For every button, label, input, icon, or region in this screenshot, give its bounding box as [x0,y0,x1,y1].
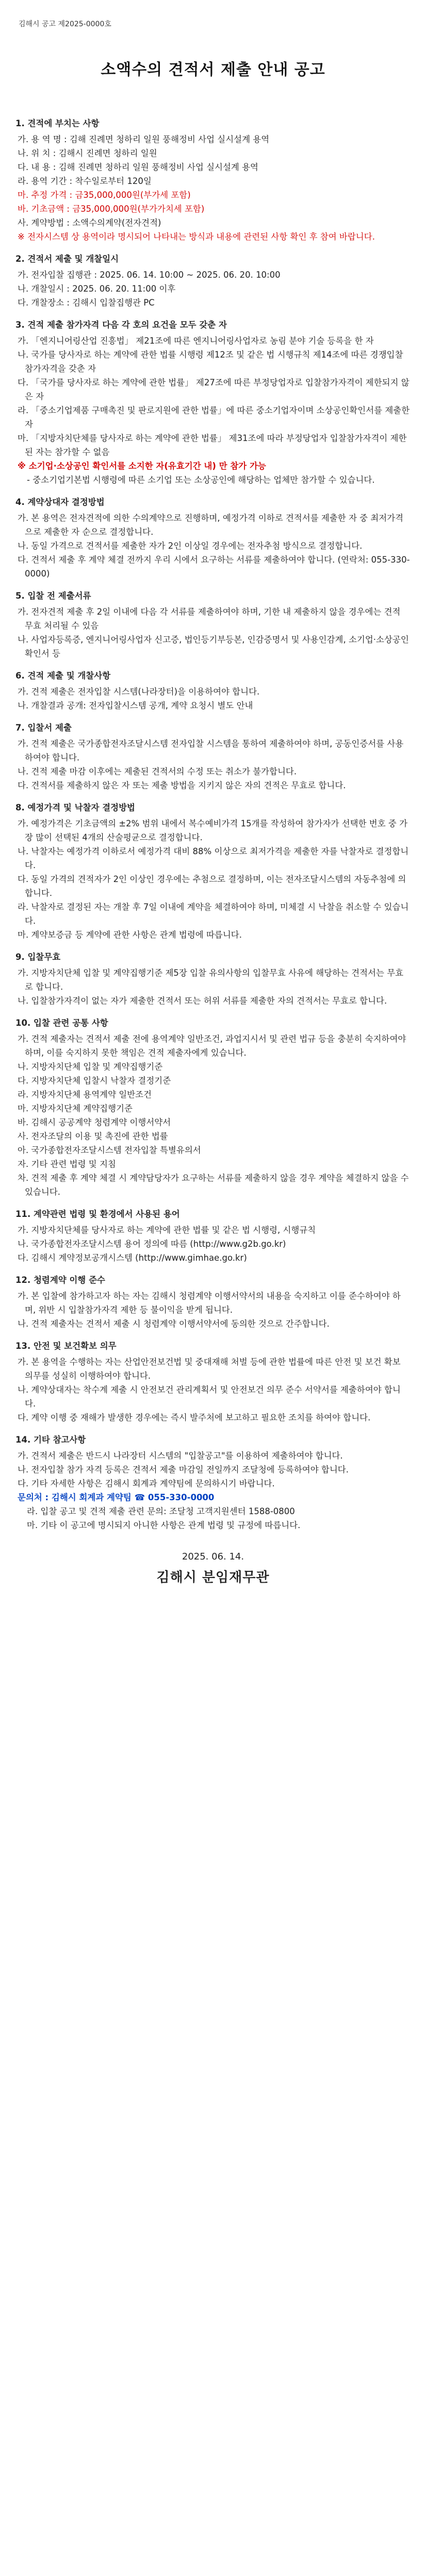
section-line: 다. 지방자치단체 입찰시 낙찰자 결정기준 [18,1076,171,1086]
notice-number: 김해시 공고 제2025-0000호 [19,20,111,28]
section-line: 마. 추정 가격 : 금35,000,000원(부가세 포함) [18,190,191,200]
section-line: 자. 기타 관련 법령 및 지침 [18,1159,116,1169]
notice-section [15,318,411,487]
section-line: 가. 전자견적 제출 후 2일 이내에 다음 각 서류를 제출하여야 하며, 기한 내 제출하지 않을 경우에는 견적 무효 처리될 수 있음 [18,607,401,631]
section-line: 가. 견적 제출은 전자입찰 시스템(나라장터)을 이용하여야 합니다. [18,687,260,697]
section-heading: 4. 계약상대자 결정방법 [15,497,105,507]
section-line: 마. 기타 이 공고에 명시되지 아니한 사항은 관계 법령 및 규정에 따릅니다. [27,1520,301,1530]
section-heading: 13. 안전 및 보건확보 의무 [15,1341,117,1351]
section-line: 나. 지방자치단체 입찰 및 계약집행기준 [18,1062,163,1072]
section-line: 다. 내 용 : 김해 진례면 청하리 일원 풍해정비 사업 실시설계 용역 [18,162,258,172]
section-line: 나. 계약상대자는 착수계 제출 시 안전보건 관리계획서 및 안전보건 의무 준수 서약서를 제출하여야 합니다. [18,1385,401,1409]
section-line: 나. 개찰결과 공개: 전자입찰시스템 공개, 계약 요청시 별도 안내 [18,701,253,710]
notice-section [15,589,411,660]
section-line: 나. 동일 가격으로 견적서를 제출한 자가 2인 이상일 경우에는 전자추첨 방식으로 결정합니다. [18,541,363,551]
section-line: 가. 본 입찰에 참가하고자 하는 자는 김해시 청렴계약 이행서약서의 내용을 숙지하고 이를 준수하여야 하며, 위반 시 입찰참가자격 제한 등 불이익을 받게 됩니다. [18,1291,401,1315]
section-heading: 8. 예정가격 및 낙찰자 결정방법 [15,803,135,812]
notice-section [15,1207,411,1265]
section-line: 나. 국가종합전자조달시스템 용어 정의에 따름 (http://www.g2b.go.kr) [18,1239,286,1249]
section-line: 아. 국가종합전자조달시스템 전자입찰 특별유의서 [18,1145,201,1155]
notice-section [15,252,411,310]
section-line: 마. 지방자치단체 계약집행기준 [18,1104,133,1113]
section-line: 가. 지방자치단체 입찰 및 계약집행기준 제5장 입찰 유의사항의 입찰무효 사유에 해당하는 견적서는 무효로 합니다. [18,968,404,992]
section-line: 나. 사업자등록증, 엔지니어링사업자 신고증, 법인등기부등본, 인감증명서 및 사용인감계, 소기업·소상공인 확인서 등 [18,635,409,658]
section-line: 가. 지방자치단체를 당사자로 하는 계약에 관한 법률 및 같은 법 시행령, 시행규칙 [18,1225,316,1235]
section-heading: 10. 입찰 관련 공통 사항 [15,1018,108,1028]
section-heading: 6. 견적 제출 및 개찰사항 [15,671,111,681]
section-note: ※ 전자시스템 상 용역이라 명시되어 나타내는 방식과 내용에 관련된 사항 확인 후 참여 바랍니다. [18,232,375,242]
section-highlight: ※ 소기업·소상공인 확인서를 소지한 자(유효기간 내) 만 참가 가능 [18,461,266,471]
section-line: 나. 견적 제출 마감 이후에는 제출된 견적서의 수정 또는 취소가 불가합니다. [18,767,297,776]
notice-section [15,669,411,713]
section-line: 나. 위 치 : 김해시 진례면 청하리 일원 [18,148,157,158]
notice-body [15,108,411,1585]
section-line: 나. 견적 제출자는 견적서 제출 시 청렴계약 이행서약서에 동의한 것으로 간주합니다. [18,1319,330,1329]
section-heading: 3. 견적 제출 참가자격 다음 각 호의 요건을 모두 갖춘 자 [15,320,227,330]
section-line: 가. 견적서 제출은 반드시 나라장터 시스템의 "입찰공고"를 이용하여 제출하여야 합니다. [18,1451,343,1461]
section-line: 다. 기타 자세한 사항은 김해시 회계과 계약팀에 문의하시기 바랍니다. [18,1479,275,1488]
page-title: 소액수의 견적서 제출 안내 공고 [101,61,325,79]
section-line: 다. 동일 가격의 견적자가 2인 이상인 경우에는 추첨으로 결정하며, 이는 전자조달시스템의 자동추첨에 의합니다. [18,874,406,898]
section-line: 마. 계약보증금 등 계약에 관한 사항은 관계 법령에 따릅니다. [18,930,242,940]
section-heading: 11. 계약관련 법령 및 환경에서 사용된 용어 [15,1209,180,1219]
section-heading: 1. 견적에 부치는 사항 [15,118,100,128]
notice-section [15,495,411,581]
section-line: - 중소기업기본법 시행령에 따른 소기업 또는 소상공인에 해당하는 업체만 참가할 수 있습니다. [27,475,375,485]
section-line: 가. 「엔지니어링산업 진흥법」 제21조에 따른 엔지니어링사업자로 농림 분야 기술 등록을 한 자 [18,336,374,346]
section-line: 나. 개찰일시 : 2025. 06. 20. 11:00 이후 [18,284,176,294]
section-line: 라. 용역 기간 : 착수일로부터 120일 [18,176,152,186]
section-heading: 9. 입찰무효 [15,952,61,962]
notice-issuer: 김해시 분임재무관 [156,1570,270,1585]
notice-section [15,721,411,792]
section-line: 나. 국가를 당사자로 하는 계약에 관한 법률 시행령 제12조 및 같은 법 시행규칙 제14조에 따른 경쟁입찰 참가자격을 갖춘 자 [18,350,403,374]
section-line: 다. 김해시 계약정보공개시스템 (http://www.gimhae.go.kr) [18,1253,247,1263]
notice-section [15,801,411,942]
section-line: 가. 전자입찰 집행관 : 2025. 06. 14. 10:00 ~ 2025. 06. 20. 10:00 [18,270,281,280]
section-line: 바. 김해시 공공계약 청렴계약 이행서약서 [18,1117,171,1127]
notice-section [15,1339,411,1425]
section-line: 다. 견적서를 제출하지 않은 자 또는 제출 방법을 지키지 않은 자의 견적은 무효로 합니다. [18,781,346,790]
section-line: 다. 「국가를 당사자로 하는 계약에 관한 법률」 제27조에 따른 부정당업자로 입찰참가자격이 제한되지 않은 자 [18,378,409,401]
section-line: 라. 입찰 공고 및 견적 제출 관련 문의: 조달청 고객지원센터 1588-0800 [27,1506,295,1516]
notice-section [15,116,411,244]
section-line: 가. 예정가격은 기초금액의 ±2% 범위 내에서 복수예비가격 15개를 작성하여 참가자가 선택한 번호 중 가장 많이 선택된 4개의 산술평균으로 결정합니다. [18,819,408,842]
section-line: 가. 본 용역은 전자견적에 의한 수의계약으로 진행하며, 예정가격 이하로 견적서를 제출한 자 중 최저가격으로 제출한 자 순으로 결정합니다. [18,513,404,537]
notice-section [15,1273,411,1331]
notice-section [15,1433,411,1532]
section-heading: 7. 입찰서 제출 [15,723,72,733]
section-line: 가. 본 용역을 수행하는 자는 산업안전보건법 및 중대재해 처벌 등에 관한 법률에 따른 안전 및 보건 확보 의무를 성실히 이행하여야 합니다. [18,1357,401,1381]
section-line: 사. 전자조달의 이용 및 촉진에 관한 법률 [18,1131,168,1141]
section-line: 라. 「중소기업제품 구매촉진 및 판로지원에 관한 법률」에 따른 중소기업자이며 소상공인확인서를 제출한 자 [18,405,410,429]
section-heading: 5. 입찰 전 제출서류 [15,591,91,601]
section-heading: 12. 청렴계약 이행 준수 [15,1275,105,1285]
section-line: 가. 견적 제출자는 견적서 제출 전에 용역계약 일반조건, 과업지시서 및 관련 법규 등을 충분히 숙지하여야 하며, 이를 숙지하지 못한 책임은 견적 제출자에게 있습니다. [18,1034,406,1058]
notice-section [15,1016,411,1199]
section-line: 가. 용 역 명 : 김해 진례면 청하리 일원 풍해정비 사업 실시설계 용역 [18,134,270,144]
section-line: 다. 견적서 제출 후 계약 체결 전까지 우리 시에서 요구하는 서류를 제출하여야 합니다. (연락처: 055-330-0000) [18,555,410,579]
section-line: 다. 계약 이행 중 재해가 발생한 경우에는 즉시 발주처에 보고하고 필요한 조치를 하여야 합니다. [18,1413,371,1422]
section-line: 라. 지방자치단체 용역계약 일반조건 [18,1090,152,1099]
section-line: 가. 견적 제출은 국가종합전자조달시스템 전자입찰 시스템을 통하여 제출하여야 하며, 공동인증서를 사용하여야 합니다. [18,739,404,762]
section-contact: 문의처 : 김해시 회계과 계약팀 ☎ 055-330-0000 [18,1493,215,1502]
section-line: 바. 기초금액 : 금35,000,000원(부가가치세 포함) [18,204,205,214]
section-line: 다. 개찰장소 : 김해시 입찰집행관 PC [18,298,155,308]
section-line: 차. 견적 제출 후 계약 체결 시 계약담당자가 요구하는 서류를 제출하지 않을 경우 계약을 체결하지 않을 수 있습니다. [18,1173,409,1197]
notice-date: 2025. 06. 14. [182,1551,244,1562]
section-heading: 14. 기타 참고사항 [15,1435,86,1445]
section-line: 사. 계약방법 : 소액수의계약(전자견적) [18,218,161,228]
section-line: 라. 낙찰자로 결정된 자는 개찰 후 7일 이내에 계약을 체결하여야 하며, 미체결 시 낙찰을 취소할 수 있습니다. [18,902,409,926]
section-line: 나. 낙찰자는 예정가격 이하로서 예정가격 대비 88% 이상으로 최저가격을 제출한 자를 낙찰자로 결정합니다. [18,846,409,870]
section-line: 마. 「지방자치단체를 당사자로 하는 계약에 관한 법률」 제31조에 따라 부정당업자 입찰참가자격이 제한된 자는 참가할 수 없음 [18,433,407,457]
section-heading: 2. 견적서 제출 및 개찰일시 [15,254,119,264]
section-line: 나. 입찰참가자격이 없는 자가 제출한 견적서 또는 허위 서류를 제출한 자의 견적서는 무효로 합니다. [18,996,387,1006]
section-line: 나. 전자입찰 참가 자격 등록은 견적서 제출 마감일 전일까지 조달청에 등록하여야 합니다. [18,1465,349,1475]
notice-section [15,950,411,1008]
